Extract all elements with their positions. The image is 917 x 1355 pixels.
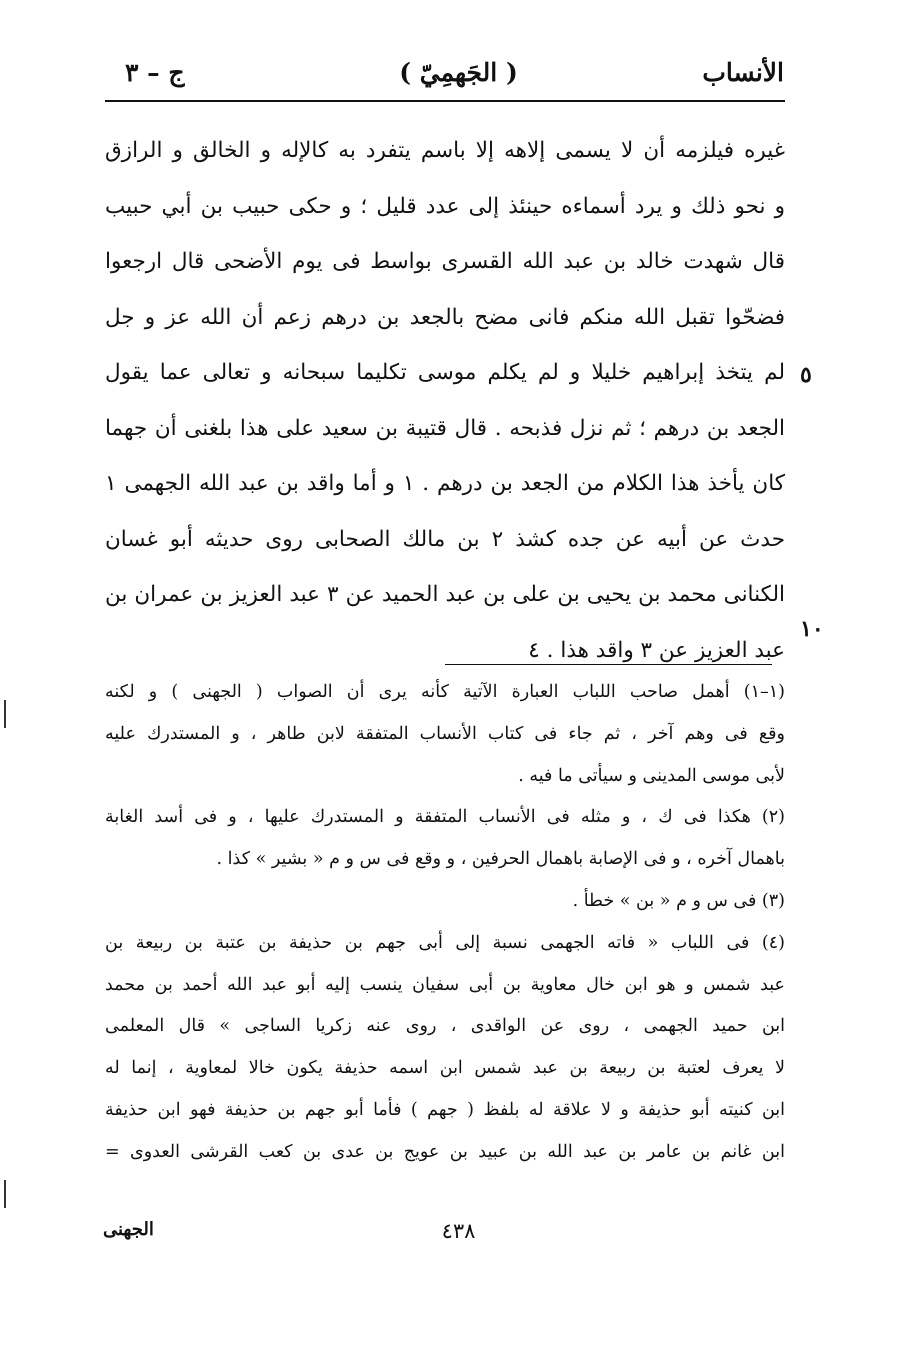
text-line-3: قال شهدت خالد بن عبد الله القسرى بواسط فى يوم الأضحى قال ارجعوا (105, 249, 785, 274)
footnote-line-6: (٣) فى س و م « بن » خطأ . (572, 890, 785, 911)
line-number-10: ١٠ (800, 616, 824, 642)
text-line-4: فضحّوا تقبل الله منكم فانى مضح بالجعد بن درهم زعم أن الله عز و جل (105, 304, 785, 330)
footnote-line-7: (٤) فى اللباب « فاته الجهمى نسبة إلى أبى جهم بن حذيفة بن عتبة بن ربيعة بن (105, 932, 785, 953)
footnote-line-12: ابن غانم بن عامر بن عبد الله بن عبيد بن عويج بن عدى بن كعب القرشى العدوى = (105, 1141, 785, 1162)
main-text (105, 123, 785, 678)
text-line-6: الجعد بن درهم ؛ ثم نزل فذبحه . قال قتيبة بن سعيد على هذا بلغنى أن جهما (105, 415, 785, 441)
header-rule (105, 100, 785, 102)
footnote-line-1: (١–١) أهمل صاحب اللباب العبارة الآتية كأنه يرى أن الصواب ( الجهنى ) و لكنه (105, 682, 785, 702)
footnote-line-8: عبد شمس و هو ابن خال معاوية بن أبى سفيان ينسب إليه أبو عبد الله أحمد بن محمد (105, 974, 785, 995)
line-number-5: ٥ (800, 362, 812, 388)
text-line-10: عبد العزيز عن ٣ واقد هذا . ٤ (528, 637, 785, 663)
scan-margin-mark (4, 700, 6, 728)
running-head-volume: ج – ٣ (125, 58, 185, 87)
catchword: الجهنى (103, 1219, 154, 1240)
text-line-2: و نحو ذلك و يرد أسماءه حينئذ إلى عدد قليل ؛ و حكى حبيب بن أبي حبيب (105, 193, 785, 219)
footnotes (105, 672, 785, 1174)
text-line-5: لم يتخذ إبراهيم خليلا و لم يكلم موسى تكليما سبحانه و تعالى عما يقول (105, 360, 785, 385)
running-head-entry: ( الجَهمِيّ ) (399, 58, 518, 87)
text-line-7: كان يأخذ هذا الكلام من الجعد بن درهم . ١ و أما واقد بن عبد الله الجهمى ١ (105, 471, 785, 496)
footnote-line-5: باهمال آخره ، و فى الإصابة باهمال الحرفين ، و وقع فى س و م « بشير » كذا . (216, 849, 785, 870)
footnote-line-9: ابن حميد الجهمى ، روى عن الواقدى ، روى عنه زكريا الساجى » قال المعلمى (105, 1016, 785, 1037)
footnote-line-11: ابن كنيته أبو حذيفة و لا علاقة له بلفظ ( جهم ) فأما أبو جهم بن حذيفة فهو ابن حذيفة (105, 1099, 785, 1120)
footnote-line-4: (٢) هكذا فى ك ، و مثله فى الأنساب المتفقة و المستدرك عليها ، و فى أسد الغابة (105, 807, 785, 828)
text-line-9: الكنانى محمد بن يحيى بن على بن عبد الحميد عن ٣ عبد العزيز بن عمران بن (105, 582, 785, 607)
page-number: ٤٣٨ (441, 1219, 476, 1243)
running-head-title: الأنساب (702, 58, 784, 87)
text-line-8: حدث عن أبيه عن جده كشذ ٢ بن مالك الصحابى روى حديثه أبو غسان (105, 526, 785, 552)
scan-margin-mark (4, 1180, 6, 1208)
footnote-line-3: لأبى موسى المدينى و سيأتى ما فيه . (518, 765, 785, 786)
footnote-line-2: وقع فى وهم آخر ، ثم جاء فى كتاب الأنساب المتفقة لابن طاهر ، و المستدرك عليه (105, 723, 785, 744)
text-line-1: غيره فيلزمه أن لا يسمى إلاهه إلا باسم يتفرد به كالإله و الخالق و الرازق (105, 138, 785, 163)
footnote-line-10: لا يعرف لعتبة بن ربيعة بن عبد شمس ابن اسمه حذيفة يكون خالا لمعاوية ، إنما له (105, 1058, 785, 1079)
footnote-rule (445, 664, 772, 665)
